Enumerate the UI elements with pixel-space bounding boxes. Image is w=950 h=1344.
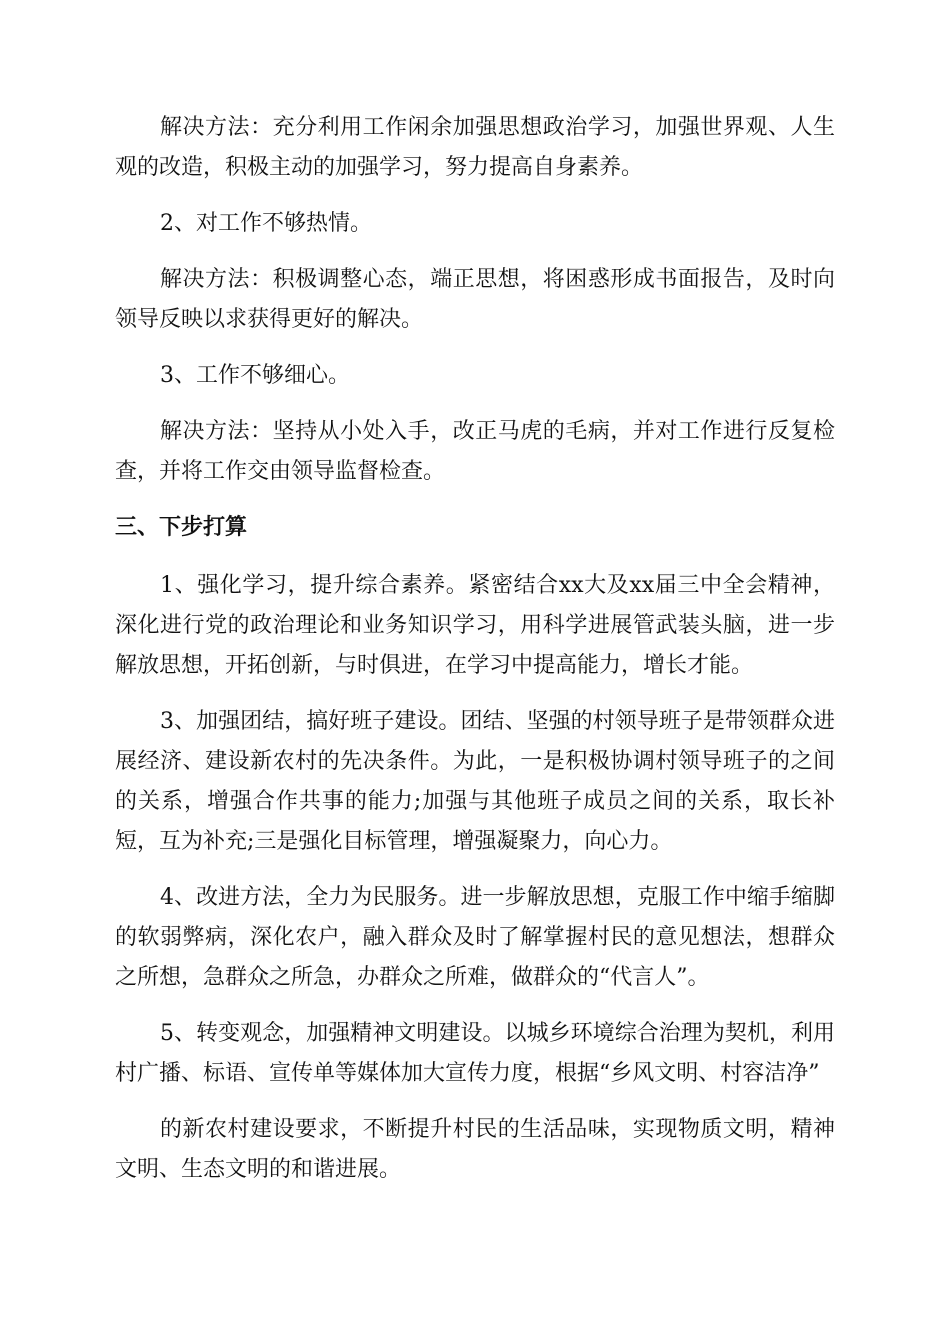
paragraph-plan-4: 4、改进方法，全力为民服务。进一步解放思想，克服工作中缩手缩脚的软弱弊病，深化农户，融入群众及时了解掌握村民的意见想法，想群众之所想，急群众之所急，办群众之所难，做群众的“代言人”。	[115, 885, 835, 990]
paragraph-solution-2: 解决方法：积极调整心态，端正思想，将困惑形成书面报告，及时向领导反映以求获得更好的解决。	[115, 267, 835, 332]
paragraph-item-2: 2、对工作不够热情。	[160, 211, 372, 236]
paragraph-item-3: 3、工作不够细心。	[160, 363, 350, 388]
paragraph-plan-5: 5、转变观念，加强精神文明建设。以城乡环境综合治理为契机，利用村广播、标语、宣传单等媒体加大宣传力度，根据“乡风文明、村容洁净”	[115, 1021, 835, 1086]
document-body	[115, 108, 835, 1206]
section-heading-next-plan: 三、下步打算	[115, 515, 248, 540]
paragraph-plan-1: 1、强化学习，提升综合素养。紧密结合xx大及xx届三中全会精神，深化进行党的政治理论和业务知识学习，用科学进展管武装头脑，进一步解放思想，开拓创新，与时俱进，在学习中提高能力，增长才能。	[115, 573, 835, 678]
paragraph-plan-3: 3、加强团结，搞好班子建设。团结、坚强的村领导班子是带领群众进展经济、建设新农村的先决条件。为此，一是积极协调村领导班子的之间的关系，增强合作共事的能力;加强与其他班子成员之间的关系，取长补短，互为补充;三是强化目标管理，增强凝聚力，向心力。	[115, 709, 835, 854]
paragraph-solution-3: 解决方法：坚持从小处入手，改正马虎的毛病，并对工作进行反复检查，并将工作交由领导监督检查。	[115, 419, 835, 484]
paragraph-solution-1: 解决方法：充分利用工作闲余加强思想政治学习，加强世界观、人生观的改造，积极主动的加强学习，努力提高自身素养。	[115, 115, 835, 180]
paragraph-plan-5-continued: 的新农村建设要求，不断提升村民的生活品味，实现物质文明，精神文明、生态文明的和谐进展。	[115, 1117, 835, 1182]
